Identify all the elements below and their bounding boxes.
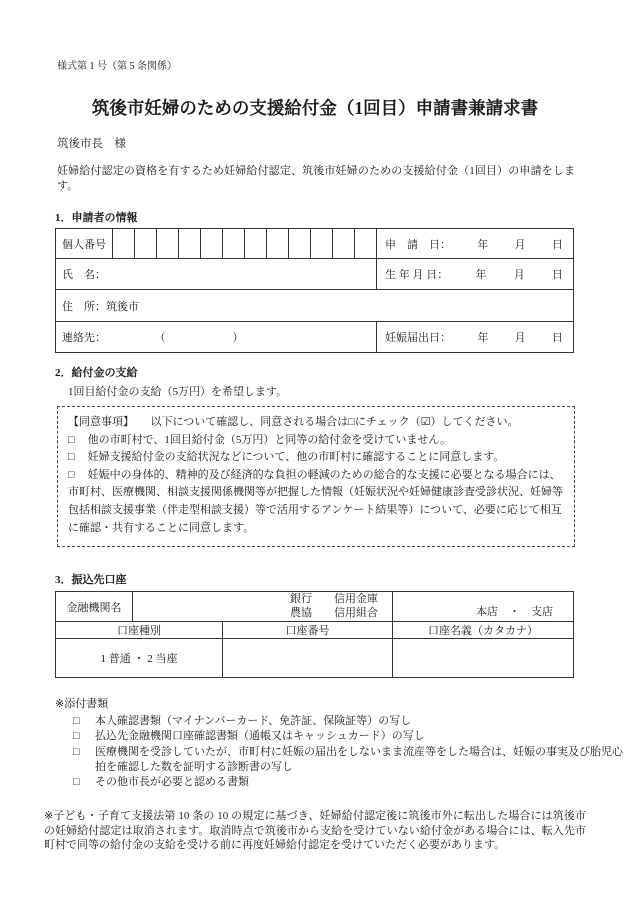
name-field: 氏 名：	[56, 259, 377, 290]
account-name-header: 口座名義（カタカナ）	[393, 622, 574, 639]
pregnancy-notification-date-label: 妊娠届出日：	[385, 332, 451, 344]
attachment-item-text: 医療機関を受診していたが、市町村に妊娠の届出をしないまま流産等をした場合は、妊娠の事実及び胎児心拍を確認した数を証明する診断書の写し	[95, 745, 623, 773]
institution-types-line1: 銀行 信用金庫	[290, 592, 378, 605]
form-number: 様式第 1 号（第 5 条関係）	[57, 61, 177, 72]
attachment-item-text: 本人確認書類（マイナンバーカード、免許証、保険証等）の写し	[95, 715, 412, 728]
checkbox-icon: □	[68, 433, 75, 446]
personal-number-box	[157, 229, 179, 259]
attachment-item	[73, 714, 630, 729]
consent-box	[57, 406, 575, 547]
personal-number-box	[135, 229, 157, 259]
day-unit: 日	[551, 238, 563, 251]
attachment-item	[73, 745, 630, 775]
checkbox-icon: □	[73, 775, 80, 788]
bank-account-table	[55, 591, 574, 678]
month-unit: 月	[514, 332, 526, 344]
address-field: 住 所：筑後市	[56, 290, 574, 322]
intro-paragraph: 妊婦給付認定の資格を有するため妊婦給付認定、筑後市妊婦のための支援給付金（1回目）の申請をします。	[57, 165, 575, 192]
institution-name-field	[133, 592, 393, 622]
consent-header: 【同意事項】 以下について確認し、同意される場合は□にチェック（☑）してください。	[68, 416, 519, 428]
attachment-item-text: 払込先金融機関口座確認書類（通帳又はキャッシュカード）の写し	[95, 730, 425, 743]
account-name-field	[393, 639, 574, 678]
personal-number-box	[267, 229, 289, 259]
section3-heading: 3．振込先口座	[55, 574, 127, 587]
month-unit: 月	[514, 238, 526, 251]
account-number-field	[223, 639, 393, 678]
footer-note: ※子ども・子育て支援法第 10 条の 10 の規定に基づき、妊婦給付認定後に筑後市外に転出した場合には筑後市の妊婦給付認定は取消されます。取消時点で筑後市から支給を受けていない給付金がある場合には、転入先市町村で同等の給付金の支給を受ける前に再度妊婦給付認定を受けていただく必要があります。	[44, 810, 586, 852]
checkbox-icon: □	[68, 451, 75, 464]
day-unit: 日	[552, 269, 563, 281]
checkbox-icon: □	[73, 745, 80, 758]
attachment-item-text: その他市長が必要と認める書類	[95, 775, 249, 788]
branch-field	[393, 592, 574, 622]
personal-number-box	[179, 229, 201, 259]
contact-parens: （ ）	[160, 332, 246, 344]
personal-number-box	[355, 229, 377, 259]
year-unit: 年	[477, 332, 489, 344]
day-unit: 日	[551, 332, 563, 344]
year-unit: 年	[477, 238, 489, 251]
institution-types-line2: 農協 信用組合	[290, 606, 378, 619]
consent-item-text: 妊婦支援給付金の支給状況などについて、他の市町村に確認することに同意します。	[87, 451, 505, 464]
attachments-heading: ※添付書類	[55, 698, 109, 711]
personal-number-box	[311, 229, 333, 259]
consent-item-text: 他の市町村で、1回目給付金（5万円）と同等の給付金を受けていません。	[87, 433, 452, 446]
addressee: 筑後市長 様	[57, 138, 126, 150]
checkbox-icon: □	[68, 468, 75, 481]
branch-options: 本店 ・ 支店	[476, 606, 553, 619]
account-type-header: 口座種別	[56, 622, 223, 639]
institution-label: 金融機関名	[56, 592, 133, 622]
personal-number-label: 個人番号	[56, 229, 113, 259]
year-unit: 年	[475, 269, 487, 281]
consent-item-text: 妊娠中の身体的、精神的及び経済的な負担の軽減のための総合的な支援に必要となる場合には、市町村、医療機関、相談支援関係機関等が把握した情報（妊娠状況や妊婦健康診査受診状況、妊婦等包括相談支援事業（伴走型相談支援）等で活用するアンケート結果等）について、必要に応じて相互に確認・共有することに同意します。	[68, 468, 563, 534]
consent-item	[68, 467, 564, 537]
application-date-label: 申 請 日：	[385, 238, 451, 251]
applicant-table	[55, 228, 574, 353]
personal-number-box	[333, 229, 355, 259]
personal-number-box	[223, 229, 245, 259]
account-type-options: 1 普通 ・ 2 当座	[56, 639, 223, 678]
personal-number-box	[201, 229, 223, 259]
birth-date-label: 生 年 月 日：	[385, 269, 449, 281]
birth-date-cell	[377, 259, 574, 290]
personal-number-box	[113, 229, 135, 259]
checkbox-icon: □	[73, 715, 80, 728]
consent-item	[68, 432, 564, 450]
attachment-item	[73, 775, 630, 790]
personal-number-box	[289, 229, 311, 259]
pregnancy-notification-date-cell	[377, 322, 574, 353]
attachment-item	[73, 729, 630, 744]
personal-number-box	[245, 229, 267, 259]
checkbox-icon: □	[73, 730, 80, 743]
contact-label: 連絡先：	[62, 332, 106, 344]
application-date-cell	[377, 229, 574, 259]
month-unit: 月	[513, 269, 525, 281]
section2-heading: 2．給付金の支給	[55, 367, 138, 379]
page-title: 筑後市妊婦のための支援給付金（1回目）申請書兼請求書	[91, 98, 539, 118]
payment-statement: 1回目給付金の支給（5万円）を希望します。	[68, 386, 288, 398]
contact-field	[56, 322, 377, 353]
consent-item	[68, 449, 564, 467]
account-number-header: 口座番号	[223, 622, 393, 639]
section1-heading: 1．申請者の情報	[55, 212, 138, 224]
attachments-section	[55, 695, 630, 790]
